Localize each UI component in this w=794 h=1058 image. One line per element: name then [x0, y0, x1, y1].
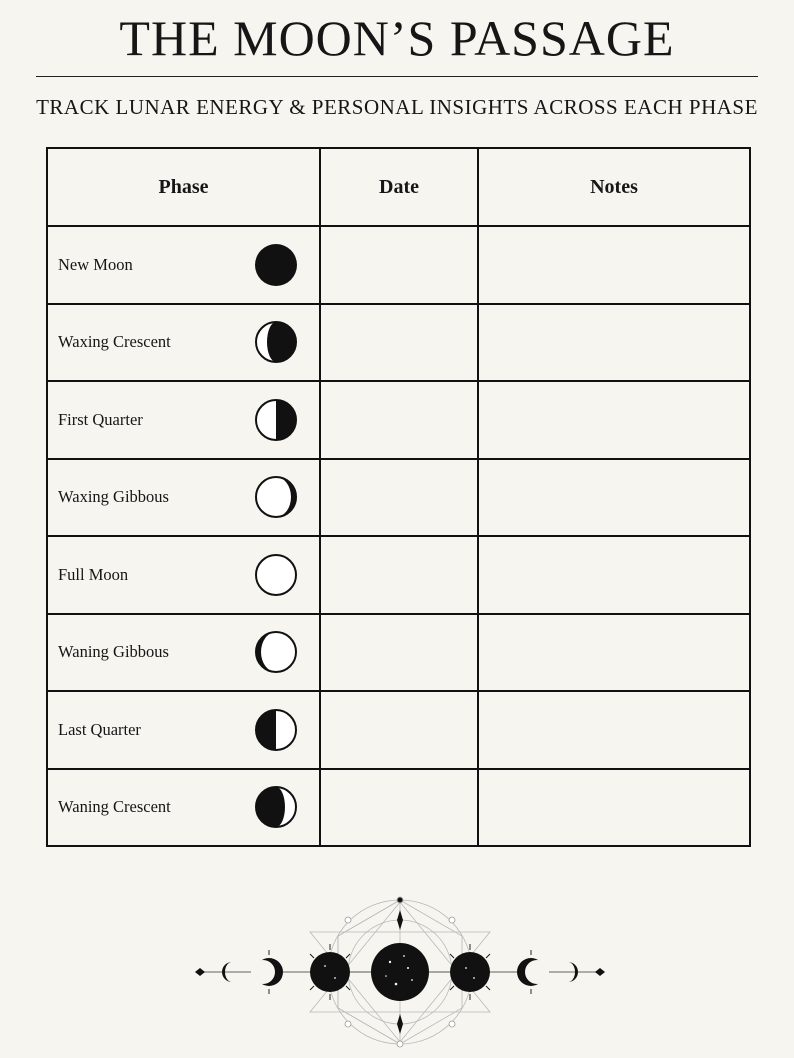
column-header-date: Date: [320, 148, 478, 226]
table-row: [47, 459, 750, 537]
last-quarter-icon: [253, 707, 299, 753]
date-cell[interactable]: [320, 304, 478, 382]
table-row: [47, 381, 750, 459]
date-cell[interactable]: [320, 614, 478, 692]
date-cell[interactable]: [320, 536, 478, 614]
waning-gibbous-icon: [253, 629, 299, 675]
notes-cell[interactable]: [478, 614, 750, 692]
page-subtitle: TRACK LUNAR ENERGY & PERSONAL INSIGHTS ACROSS EACH PHASE: [36, 95, 758, 119]
date-cell[interactable]: [320, 691, 478, 769]
phase-cell: [47, 769, 320, 847]
table-row: [47, 226, 750, 304]
table-row: [47, 691, 750, 769]
notes-cell[interactable]: [478, 536, 750, 614]
new-moon-icon: [253, 242, 299, 288]
phase-label: Waning Gibbous: [58, 642, 169, 662]
notes-cell[interactable]: [478, 769, 750, 847]
phase-label: Waxing Crescent: [58, 332, 171, 352]
phase-cell: [47, 691, 320, 769]
notes-cell[interactable]: [478, 226, 750, 304]
waxing-crescent-icon: [253, 319, 299, 365]
date-cell[interactable]: [320, 459, 478, 537]
phase-label: Full Moon: [58, 564, 129, 584]
full-moon-icon: [253, 552, 299, 598]
page-title: THE MOON’S PASSAGE: [119, 10, 675, 66]
phase-label: New Moon: [58, 254, 133, 274]
first-quarter-icon: [253, 397, 299, 443]
moon-phase-table: [46, 147, 751, 847]
phase-label: Last Quarter: [58, 719, 141, 739]
phase-cell: [47, 614, 320, 692]
table-header-row: [47, 148, 750, 226]
table-row: [47, 614, 750, 692]
moon-phases-ornament-icon: [180, 892, 620, 1052]
table-row: [47, 536, 750, 614]
notes-cell[interactable]: [478, 381, 750, 459]
notes-cell[interactable]: [478, 459, 750, 537]
waning-crescent-icon: [253, 784, 299, 830]
phase-cell: [47, 459, 320, 537]
phase-cell: [47, 226, 320, 304]
notes-cell[interactable]: [478, 691, 750, 769]
date-cell[interactable]: [320, 381, 478, 459]
phase-label: Waning Crescent: [58, 797, 171, 817]
phase-cell: [47, 304, 320, 382]
phase-cell: [47, 381, 320, 459]
phase-cell: [47, 536, 320, 614]
notes-cell[interactable]: [478, 304, 750, 382]
phase-label: Waxing Gibbous: [58, 487, 169, 507]
title-divider: [36, 76, 758, 77]
table-row: [47, 304, 750, 382]
date-cell[interactable]: [320, 226, 478, 304]
date-cell[interactable]: [320, 769, 478, 847]
table-row: [47, 769, 750, 847]
phase-label: First Quarter: [58, 409, 143, 429]
column-header-phase: Phase: [47, 148, 320, 226]
waxing-gibbous-icon: [253, 474, 299, 520]
column-header-notes: Notes: [478, 148, 750, 226]
